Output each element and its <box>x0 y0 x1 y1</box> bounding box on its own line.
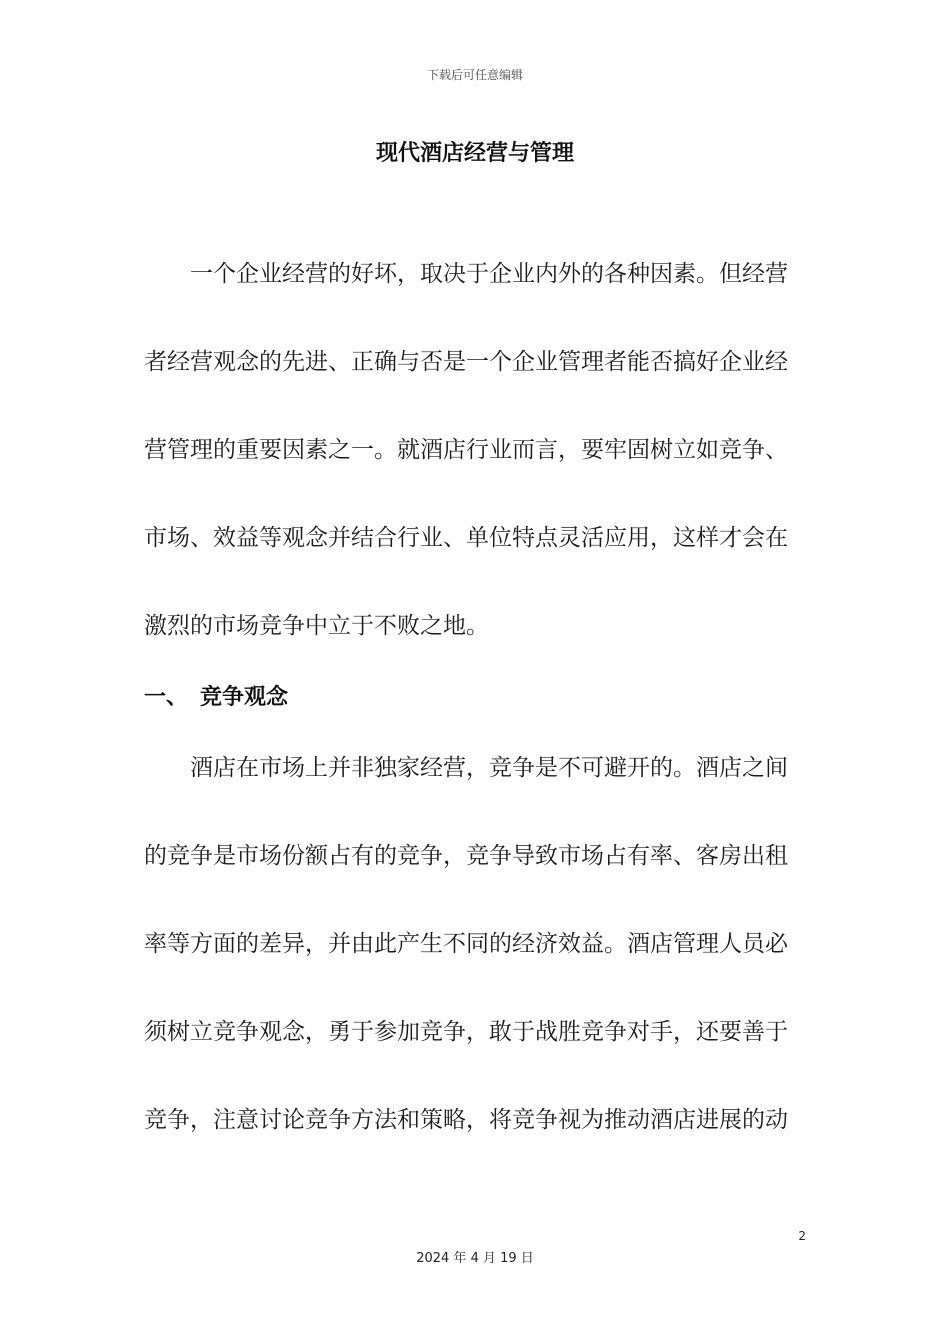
page-number: 2 <box>798 1229 806 1243</box>
paragraph-line: 市场、效益等观念并结合行业、单位特点灵活应用，这样才会在 <box>144 525 788 551</box>
paragraph-competition <box>144 724 806 1164</box>
paragraph-line: 竞争，注意讨论竞争方法和策略，将竞争视为推动酒店进展的动 <box>144 1107 788 1133</box>
paragraph-line: 激烈的市场竞争中立于不败之地。 <box>144 613 489 639</box>
paragraph-line: 的竞争是市场份额占有的竞争，竞争导致市场占有率、客房出租 <box>144 843 788 869</box>
section-title: 竞争观念 <box>200 685 289 710</box>
paragraph-line: 率等方面的差异，并由此产生不同的经济效益。酒店管理人员必 <box>144 931 788 957</box>
document-title: 现代酒店经营与管理 <box>375 141 574 166</box>
paragraph-line: 酒店在市场上并非独家经营，竞争是不可避开的。酒店之间 <box>190 755 788 781</box>
section-heading-competition <box>144 680 288 711</box>
header-note: 下载后可任意编辑 <box>426 68 523 82</box>
paragraph-line: 须树立竞争观念，勇于参加竞争，敢于战胜竞争对手，还要善于 <box>144 1019 788 1045</box>
footer-date: 2024 年 4 月 19 日 <box>416 1251 534 1266</box>
paragraph-line: 者经营观念的先进、正确与否是一个企业管理者能否搞好企业经 <box>144 349 788 375</box>
section-number: 一、 <box>144 685 189 710</box>
paragraph-line: 营管理的重要因素之一。就酒店行业而言，要牢固树立如竞争、 <box>144 437 788 463</box>
paragraph-line: 一个企业经营的好坏，取决于企业内外的各种因素。但经营 <box>190 261 788 287</box>
paragraph-intro <box>144 230 806 670</box>
